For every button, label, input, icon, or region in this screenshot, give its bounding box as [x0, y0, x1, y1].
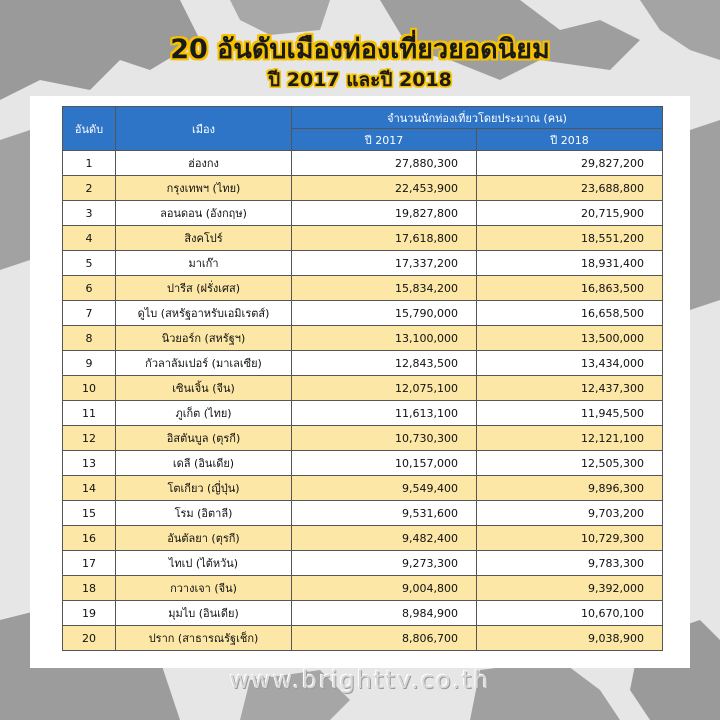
rank-cell: 8: [63, 326, 116, 351]
table-row: [63, 526, 663, 551]
table-row: [63, 426, 663, 451]
value-2017-cell: 11,613,100: [292, 401, 477, 426]
rank-cell: 5: [63, 251, 116, 276]
value-2017-cell: 15,790,000: [292, 301, 477, 326]
table-row: [63, 476, 663, 501]
city-cell: มุมไบ (อินเดีย): [116, 601, 292, 626]
table-row: [63, 176, 663, 201]
rank-cell: 6: [63, 276, 116, 301]
table-row: [63, 376, 663, 401]
value-2018-cell: 18,551,200: [477, 226, 663, 251]
table-row: [63, 401, 663, 426]
value-2018-cell: 13,434,000: [477, 351, 663, 376]
table-row: [63, 326, 663, 351]
ranking-table: [62, 106, 663, 651]
value-2017-cell: 13,100,000: [292, 326, 477, 351]
table-row: [63, 551, 663, 576]
value-2018-cell: 12,505,300: [477, 451, 663, 476]
city-cell: ภูเก็ต (ไทย): [116, 401, 292, 426]
value-2017-cell: 12,075,100: [292, 376, 477, 401]
rank-cell: 1: [63, 151, 116, 176]
value-2018-cell: 10,729,300: [477, 526, 663, 551]
value-2017-cell: 10,730,300: [292, 426, 477, 451]
rank-cell: 10: [63, 376, 116, 401]
rank-cell: 7: [63, 301, 116, 326]
city-cell: สิงคโปร์: [116, 226, 292, 251]
value-2018-cell: 13,500,000: [477, 326, 663, 351]
value-2017-cell: 8,806,700: [292, 626, 477, 651]
table-row: [63, 226, 663, 251]
city-cell: นิวยอร์ก (สหรัฐฯ): [116, 326, 292, 351]
value-2018-cell: 9,392,000: [477, 576, 663, 601]
value-2017-cell: 19,827,800: [292, 201, 477, 226]
header-visitors: จำนวนนักท่องเที่ยวโดยประมาณ (คน): [292, 107, 663, 129]
table-row: [63, 276, 663, 301]
value-2018-cell: 9,038,900: [477, 626, 663, 651]
rank-cell: 2: [63, 176, 116, 201]
rank-cell: 18: [63, 576, 116, 601]
table-row: [63, 251, 663, 276]
header-2018: ปี 2018: [477, 129, 663, 151]
value-2018-cell: 10,670,100: [477, 601, 663, 626]
value-2017-cell: 9,273,300: [292, 551, 477, 576]
value-2018-cell: 16,863,500: [477, 276, 663, 301]
city-cell: กวางเจา (จีน): [116, 576, 292, 601]
city-cell: ดูไบ (สหรัฐอาหรับเอมิเรตส์): [116, 301, 292, 326]
value-2017-cell: 10,157,000: [292, 451, 477, 476]
page-title: 20 อันดับเมืองท่องเที่ยวยอดนิยม: [170, 34, 550, 65]
value-2018-cell: 23,688,800: [477, 176, 663, 201]
value-2018-cell: 16,658,500: [477, 301, 663, 326]
value-2017-cell: 9,531,600: [292, 501, 477, 526]
header-2017: ปี 2017: [292, 129, 477, 151]
table-row: [63, 201, 663, 226]
value-2017-cell: 15,834,200: [292, 276, 477, 301]
value-2017-cell: 17,337,200: [292, 251, 477, 276]
city-cell: ไทเป (ไต้หวัน): [116, 551, 292, 576]
city-cell: ปราก (สาธารณรัฐเช็ก): [116, 626, 292, 651]
city-cell: โตเกียว (ญี่ปุ่น): [116, 476, 292, 501]
header-city: เมือง: [116, 107, 292, 151]
city-cell: โรม (อิตาลี): [116, 501, 292, 526]
city-cell: กรุงเทพฯ (ไทย): [116, 176, 292, 201]
value-2017-cell: 22,453,900: [292, 176, 477, 201]
value-2017-cell: 9,482,400: [292, 526, 477, 551]
watermark: www.brighttv.co.th: [229, 666, 491, 694]
rank-cell: 15: [63, 501, 116, 526]
table-row: [63, 451, 663, 476]
rank-cell: 3: [63, 201, 116, 226]
value-2017-cell: 9,004,800: [292, 576, 477, 601]
rank-cell: 11: [63, 401, 116, 426]
city-cell: เซินเจิ้น (จีน): [116, 376, 292, 401]
value-2018-cell: 9,703,200: [477, 501, 663, 526]
table-row: [63, 351, 663, 376]
page-subtitle: ปี 2017 และปี 2018: [268, 69, 452, 91]
rank-cell: 17: [63, 551, 116, 576]
table-row: [63, 576, 663, 601]
value-2018-cell: 9,783,300: [477, 551, 663, 576]
rank-cell: 16: [63, 526, 116, 551]
city-cell: ฮ่องกง: [116, 151, 292, 176]
value-2018-cell: 12,437,300: [477, 376, 663, 401]
value-2018-cell: 9,896,300: [477, 476, 663, 501]
city-cell: มาเก๊า: [116, 251, 292, 276]
rank-cell: 20: [63, 626, 116, 651]
rank-cell: 14: [63, 476, 116, 501]
table-row: [63, 601, 663, 626]
value-2018-cell: 18,931,400: [477, 251, 663, 276]
value-2018-cell: 11,945,500: [477, 401, 663, 426]
rank-cell: 4: [63, 226, 116, 251]
city-cell: เดลี (อินเดีย): [116, 451, 292, 476]
value-2017-cell: 8,984,900: [292, 601, 477, 626]
city-cell: อิสตันบูล (ตุรกี): [116, 426, 292, 451]
value-2017-cell: 17,618,800: [292, 226, 477, 251]
table-row: [63, 501, 663, 526]
value-2018-cell: 12,121,100: [477, 426, 663, 451]
rank-cell: 13: [63, 451, 116, 476]
rank-cell: 12: [63, 426, 116, 451]
table-row: [63, 151, 663, 176]
value-2018-cell: 29,827,200: [477, 151, 663, 176]
rank-cell: 9: [63, 351, 116, 376]
table-row: [63, 626, 663, 651]
city-cell: อันตัลยา (ตุรกี): [116, 526, 292, 551]
city-cell: ปารีส (ฝรั่งเศส): [116, 276, 292, 301]
value-2017-cell: 12,843,500: [292, 351, 477, 376]
value-2017-cell: 27,880,300: [292, 151, 477, 176]
city-cell: กัวลาลัมเปอร์ (มาเลเซีย): [116, 351, 292, 376]
city-cell: ลอนดอน (อังกฤษ): [116, 201, 292, 226]
header-rank: อันดับ: [63, 107, 116, 151]
title-block: [0, 34, 720, 92]
rank-cell: 19: [63, 601, 116, 626]
value-2017-cell: 9,549,400: [292, 476, 477, 501]
table-row: [63, 301, 663, 326]
value-2018-cell: 20,715,900: [477, 201, 663, 226]
